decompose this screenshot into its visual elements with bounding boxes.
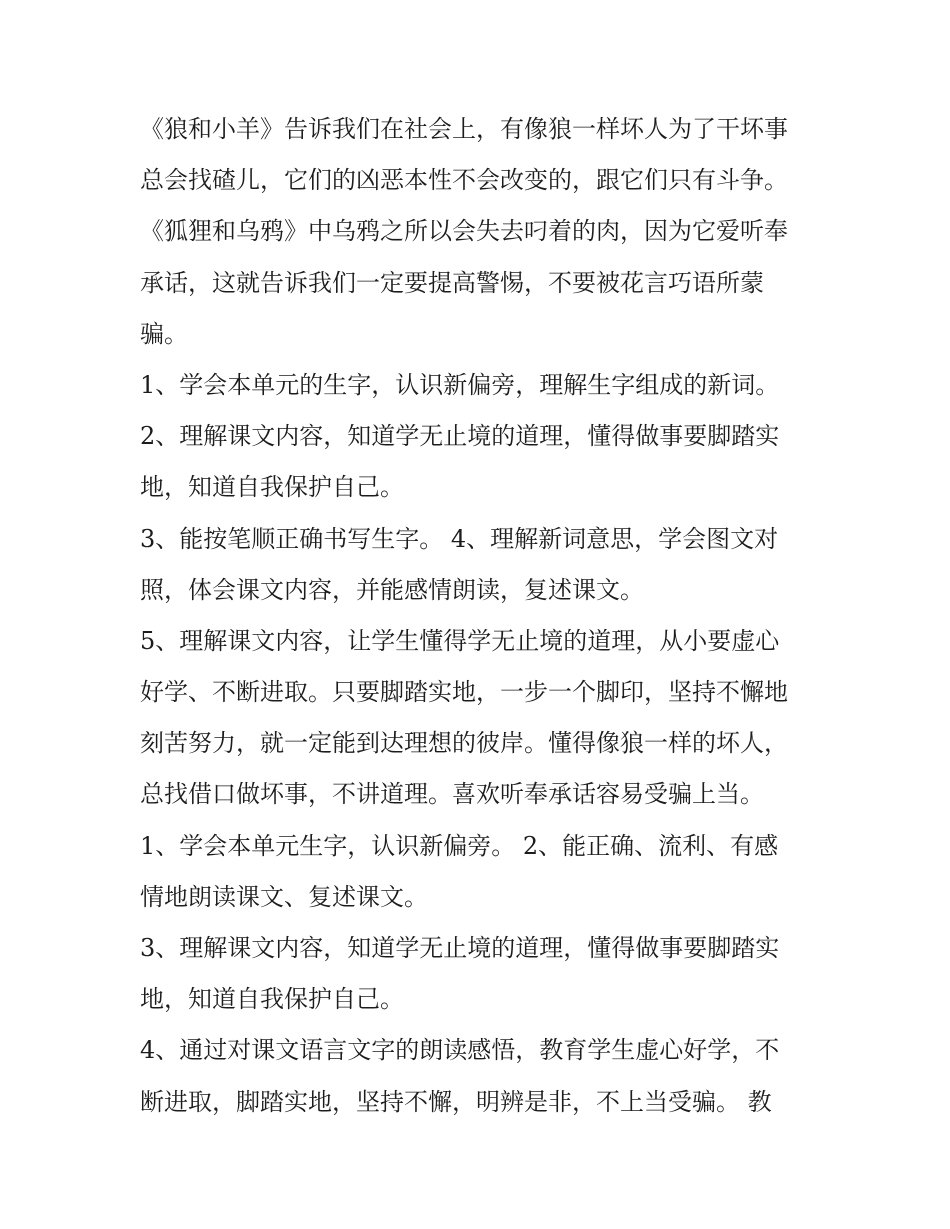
text-line: 2、理解课文内容，知道学无止境的道理，懂得做事要脚踏实 — [140, 422, 780, 451]
text-line: 《狼和小羊》告诉我们在社会上，有像狼一样坏人为了干坏事 — [140, 115, 788, 143]
text-line: 4、通过对课文语言文字的朗读感悟，教育学生虚心好学，不 — [140, 1036, 780, 1065]
text-line: 照，体会课文内容，并能感情朗读，复述课文。 — [140, 575, 644, 604]
text-line: 总会找碴儿，它们的凶恶本性不会改变的，跟它们只有斗争。 — [140, 166, 788, 195]
text-line: 《狐狸和乌鸦》中乌鸦之所以会失去叼着的肉，因为它爱听奉 — [140, 217, 788, 246]
text-line: 3、理解课文内容，知道学无止境的道理，懂得做事要脚踏实 — [140, 934, 780, 962]
text-line: 刻苦努力，就一定能到达理想的彼岸。懂得像狼一样的坏人， — [140, 729, 788, 758]
text-line: 3、能按笔顺正确书写生字。 4、理解新词意思，学会图文对 — [140, 524, 779, 553]
text-line: 好学、不断进取。只要脚踏实地，一步一个脚印，坚持不懈地 — [140, 678, 788, 707]
document-body — [140, 104, 820, 1128]
text-line: 1、学会本单元的生字，认识新偏旁，理解生字组成的新词。 — [140, 370, 780, 399]
text-line: 地，知道自我保护自己。 — [140, 473, 404, 502]
text-line: 1、学会本单元生字，认识新偏旁。 2、能正确、流利、有感 — [140, 831, 779, 860]
text-line: 情地朗读课文、复述课文。 — [140, 882, 428, 911]
text-line: 骗。 — [140, 319, 188, 348]
text-line: 5、理解课文内容，让学生懂得学无止境的道理，从小要虚心 — [140, 626, 780, 655]
text-line: 断进取，脚踏实地，坚持不懈，明辨是非，不上当受骗。 教 — [140, 1087, 772, 1116]
text-line: 总找借口做坏事，不讲道理。喜欢听奉承话容易受骗上当。 — [140, 780, 764, 809]
text-line: 承话，这就告诉我们一定要提高警惕，不要被花言巧语所蒙 — [140, 268, 764, 297]
text-line: 地，知道自我保护自己。 — [140, 985, 404, 1014]
